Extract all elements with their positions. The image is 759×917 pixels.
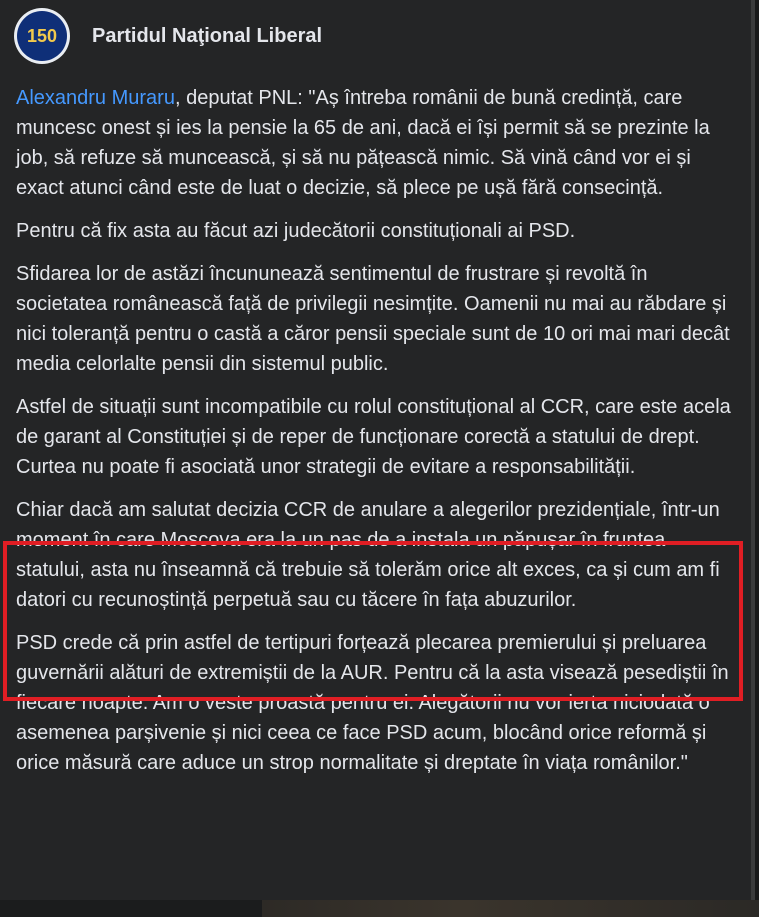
paragraph-6: PSD crede că prin astfel de tertipuri forțează plecarea premierului și preluarea guvernării alături de extremiștii de la AUR. Pentru că la asta visează pesediștii în fiecare noapte. Am o veste proastă pentru ei. Alegătorii nu vor ierta niciodată o asemenea parșivenie și nici ceea ce face PSD acum, blocând orice reformă și orice măsură care aduce un strop normalitate și dreptate în viața românilor." (16, 632, 729, 774)
paragraph-3: Sfidarea lor de astăzi încununează sentimentul de frustrare și revoltă în societatea românească față de privilegii nesimțite. Oamenii nu mai au răbdare și nici toleranță pentru o castă a căror pensii speciale sunt de 10 ori mai mari decât media celorlalte pensii din sistemul public. (16, 263, 730, 375)
bottom-image-edge (262, 900, 759, 917)
page-name-link[interactable]: Partidul Naţional Liberal (92, 24, 323, 47)
paragraph-5-highlighted: Chiar dacă am salutat decizia CCR de anulare a alegerilor prezidențiale, într-un moment în care Moscova era la un pas de a instala un păpușar în fruntea statului, asta nu înseamnă că trebuie să tolerăm orice alt exces, ca și cum am fi datori cu recunoștință perpetuă sau cu tăcere în fața abuzurilor. (16, 499, 720, 611)
post-text (16, 83, 738, 791)
paragraph-4: Astfel de situații sunt incompatibile cu rolul constituțional al CCR, care este acela de garant al Constituției și de reper de funcționare corectă a statului de drept. Curtea nu poate fi asociată unor strategii de evitare a responsabilității. (16, 396, 731, 478)
paragraph-2: Pentru că fix asta au făcut azi judecătorii constituționali ai PSD. (16, 220, 576, 242)
post-header (14, 10, 322, 62)
paragraph-1-text: , deputat PNL: "Aș întreba românii de bună credință, care muncesc onest și ies la pensie la 65 de ani, dacă ei își permit să se prezinte la job, să refuze să muncească, și să nu pățească nimic. Să vină când vor ei și exact atunci când este de luat o decizie, să plece pe ușă fără consecință. (16, 87, 710, 199)
bottom-strip (0, 900, 759, 917)
avatar-text: 150 (26, 26, 58, 46)
mention-link[interactable]: Alexandru Muraru (16, 87, 175, 109)
page-avatar[interactable] (14, 8, 70, 64)
pnl-150-logo-icon (17, 11, 67, 61)
paragraph-1 (16, 83, 738, 203)
